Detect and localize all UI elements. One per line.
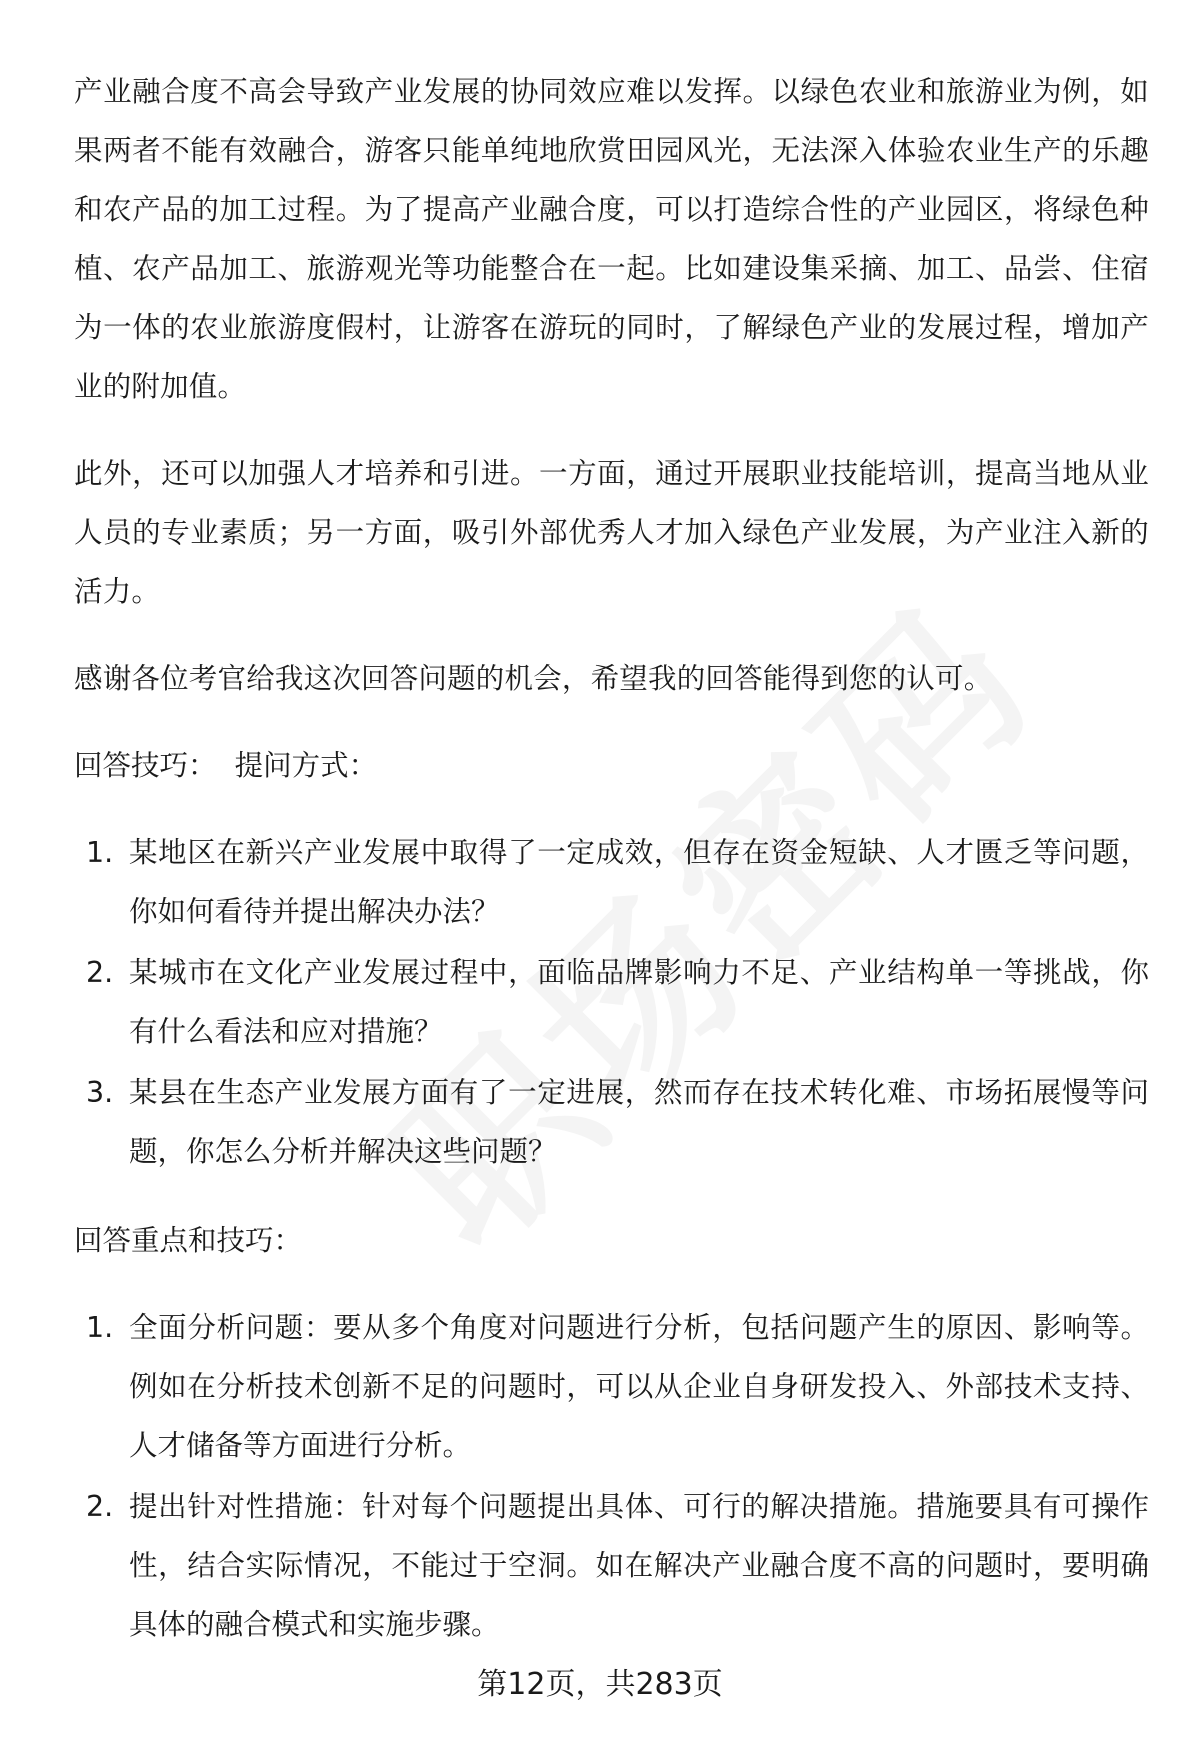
list-number: 1. — [86, 1311, 114, 1344]
list-item — [74, 823, 1149, 941]
list-item-text: 某地区在新兴产业发展中取得了一定成效，但存在资金短缺、人才匮乏等问题，你如何看待并提出解决办法？ — [129, 836, 1149, 928]
paragraph-talent-cultivation: 此外，还可以加强人才培养和引进。一方面，通过开展职业技能培训，提高当地从业人员的专业素质；另一方面，吸引外部优秀人才加入绿色产业发展，为产业注入新的活力。 — [74, 457, 1149, 608]
section-heading-question-style: 回答技巧： 提问方式： — [74, 749, 378, 782]
list-number: 2. — [86, 1490, 114, 1523]
list-item — [74, 1477, 1149, 1654]
list-item-text: 某县在生态产业发展方面有了一定进展，然而存在技术转化难、市场拓展慢等问题，你怎么分析并解决这些问题？ — [129, 1076, 1149, 1168]
question-list — [74, 823, 1149, 1181]
list-item-text: 某城市在文化产业发展过程中，面临品牌影响力不足、产业结构单一等挑战，你有什么看法和应对措施？ — [129, 956, 1149, 1048]
list-item — [74, 943, 1149, 1061]
document-body — [74, 62, 1149, 1684]
list-number: 3. — [86, 1076, 114, 1109]
list-number: 2. — [86, 956, 114, 989]
section-heading-key-points: 回答重点和技巧： — [74, 1224, 303, 1257]
tips-list — [74, 1298, 1149, 1654]
paragraph-industry-integration: 产业融合度不高会导致产业发展的协同效应难以发挥。以绿色农业和旅游业为例，如果两者不能有效融合，游客只能单纯地欣赏田园风光，无法深入体验农业生产的乐趣和农产品的加工过程。为了提高产业融合度，可以打造综合性的产业园区，将绿色种植、农产品加工、旅游观光等功能整合在一起。比如建设集采摘、加工、品尝、住宿为一体的农业旅游度假村，让游客在游玩的同时，了解绿色产业的发展过程，增加产业的附加值。 — [74, 75, 1149, 403]
list-item-text: 提出针对性措施：针对每个问题提出具体、可行的解决措施。措施要具有可操作性，结合实际情况，不能过于空洞。如在解决产业融合度不高的问题时，要明确具体的融合模式和实施步骤。 — [129, 1490, 1149, 1641]
page-number-footer: 第12页，共283页 — [477, 1667, 723, 1702]
list-number: 1. — [86, 836, 114, 869]
list-item — [74, 1298, 1149, 1475]
paragraph-closing-thanks: 感谢各位考官给我这次回答问题的机会，希望我的回答能得到您的认可。 — [74, 662, 993, 695]
list-item-text: 全面分析问题：要从多个角度对问题进行分析，包括问题产生的原因、影响等。例如在分析技术创新不足的问题时，可以从企业自身研发投入、外部技术支持、人才储备等方面进行分析。 — [129, 1311, 1149, 1462]
list-item — [74, 1063, 1149, 1181]
